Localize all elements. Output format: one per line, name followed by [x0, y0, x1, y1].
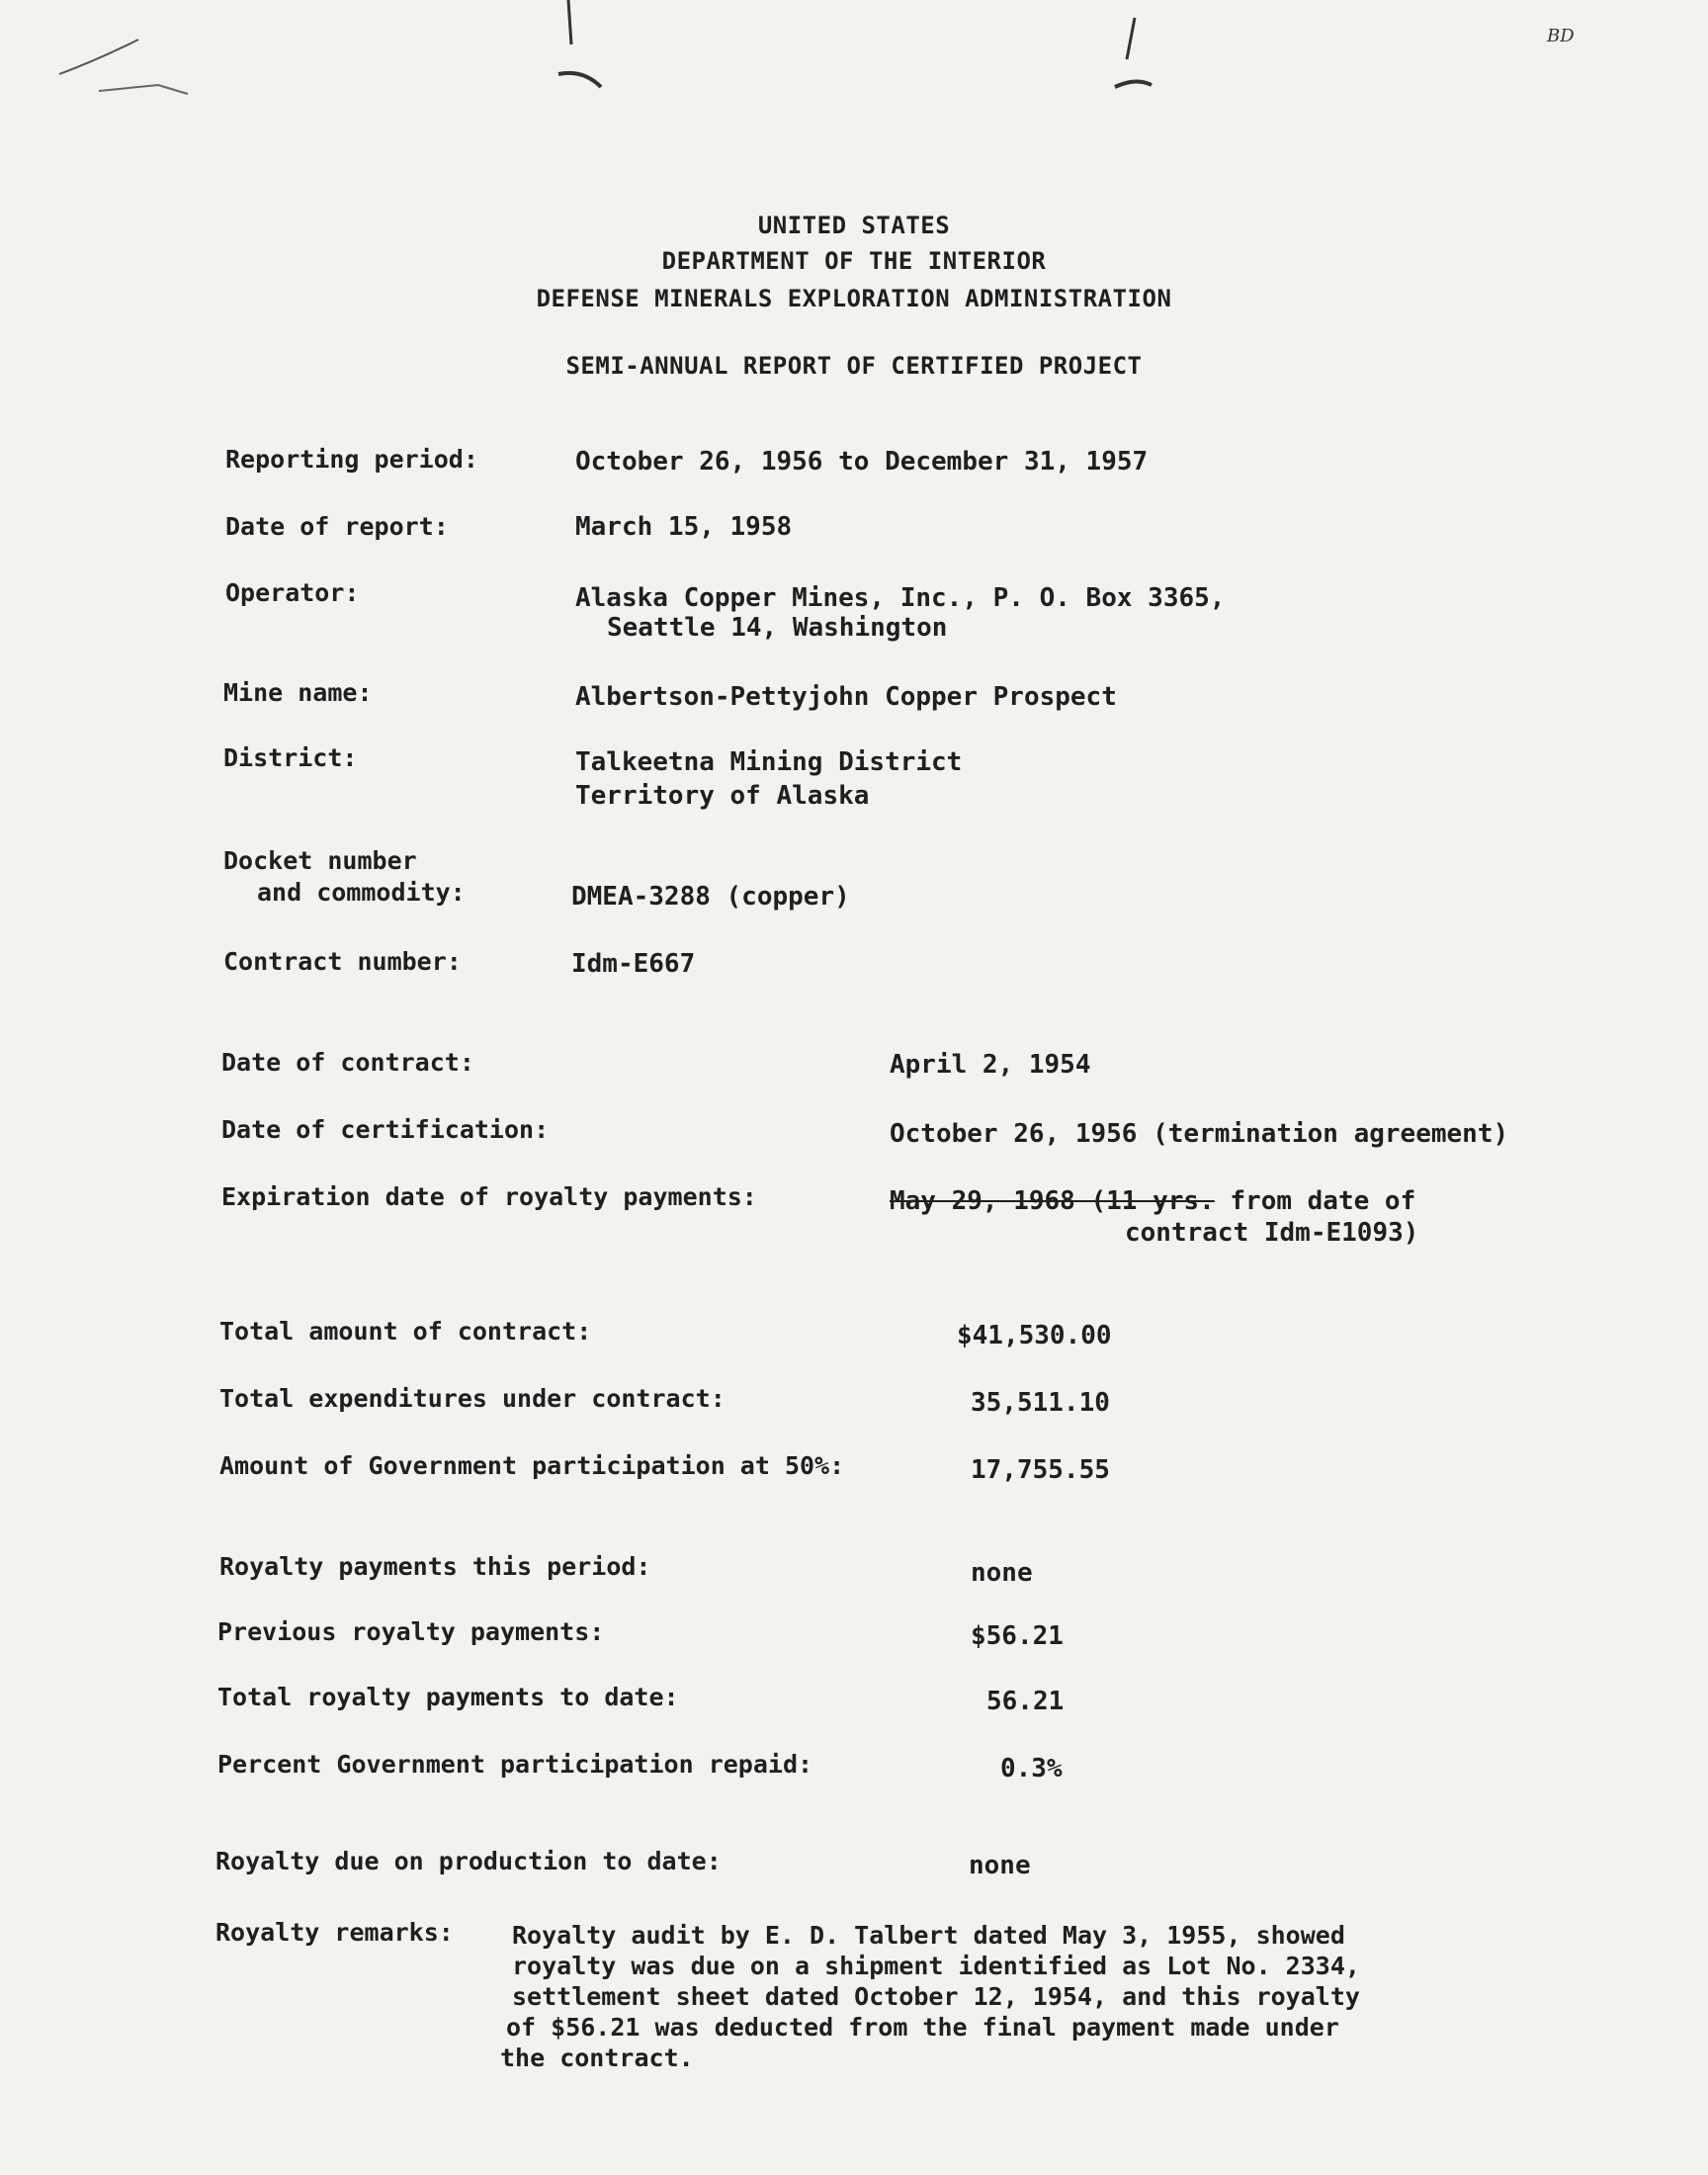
previous-royalty-value: $56.21 [971, 1621, 1064, 1651]
remarks-line: Royalty audit by E. D. Talbert dated May 3, 1955, showed [512, 1921, 1345, 1950]
remarks-line: settlement sheet dated October 12, 1954, and this royalty [512, 1982, 1360, 2011]
date-of-contract-label: Date of contract: [221, 1048, 474, 1077]
contract-number-value: Idm-E667 [571, 949, 696, 979]
date-of-certification-value: October 26, 1956 (termination agreement) [890, 1119, 1509, 1149]
handwritten-initials: BD [1547, 26, 1575, 46]
percent-repaid-value: 0.3% [1000, 1754, 1063, 1784]
expiration-value-rest: from date of [1214, 1186, 1416, 1216]
docket-label-line-1: Docket number [223, 846, 417, 875]
operator-label: Operator: [225, 578, 360, 607]
district-value-line-2: Territory of Alaska [575, 781, 870, 811]
remarks-line: royalty was due on a shipment identified as Lot No. 2334, [512, 1952, 1360, 1980]
date-of-report-value: March 15, 1958 [575, 512, 793, 542]
expiration-label: Expiration date of royalty payments: [221, 1182, 757, 1211]
royalty-remarks-label: Royalty remarks: [215, 1918, 454, 1947]
royalty-due-value: none [969, 1851, 1031, 1880]
reporting-period-label: Reporting period: [225, 445, 478, 474]
total-contract-value: $41,530.00 [957, 1321, 1112, 1350]
header-line-1: UNITED STATES [757, 212, 951, 239]
expiration-value-line-1 [890, 1186, 1415, 1216]
total-royalty-label: Total royalty payments to date: [217, 1683, 679, 1711]
operator-value-line-2: Seattle 14, Washington [607, 613, 948, 643]
report-title: SEMI-ANNUAL REPORT OF CERTIFIED PROJECT [565, 352, 1143, 380]
date-of-report-label: Date of report: [225, 512, 449, 541]
district-value-line-1: Talkeetna Mining District [575, 747, 963, 777]
handwritten-marks [0, 0, 1708, 138]
previous-royalty-label: Previous royalty payments: [217, 1617, 605, 1646]
royalty-remarks-text [500, 1920, 1500, 2073]
total-expenditures-label: Total expenditures under contract: [219, 1384, 726, 1413]
remarks-line: the contract. [500, 2044, 694, 2072]
docket-value: DMEA-3288 (copper) [571, 882, 850, 912]
docket-label-line-2: and commodity: [257, 878, 466, 907]
percent-repaid-label: Percent Government participation repaid: [217, 1750, 813, 1779]
total-expenditures-value: 35,511.10 [971, 1388, 1110, 1418]
royalty-this-period-label: Royalty payments this period: [219, 1552, 651, 1581]
operator-value-line-1: Alaska Copper Mines, Inc., P. O. Box 3365, [575, 583, 1226, 613]
royalty-due-label: Royalty due on production to date: [215, 1847, 722, 1875]
mine-name-value: Albertson-Pettyjohn Copper Prospect [575, 682, 1117, 712]
district-label: District: [223, 743, 358, 772]
header-line-3: DEFENSE MINERALS EXPLORATION ADMINISTRATION [536, 285, 1172, 312]
mine-name-label: Mine name: [223, 678, 373, 707]
total-contract-label: Total amount of contract: [219, 1317, 592, 1346]
contract-number-label: Contract number: [223, 947, 462, 976]
total-royalty-value: 56.21 [986, 1687, 1065, 1716]
expiration-value-line-2: contract Idm-E1093) [1125, 1218, 1419, 1248]
government-participation-label: Amount of Government participation at 50%: [219, 1451, 845, 1480]
date-of-certification-label: Date of certification: [221, 1115, 550, 1144]
royalty-this-period-value: none [971, 1558, 1033, 1588]
remarks-line: of $56.21 was deducted from the final payment made under [506, 2013, 1339, 2042]
date-of-contract-value: April 2, 1954 [890, 1050, 1091, 1080]
reporting-period-value: October 26, 1956 to December 31, 1957 [575, 447, 1149, 477]
government-participation-value: 17,755.55 [971, 1455, 1110, 1485]
expiration-value-struck: May 29, 1968 (11 yrs. [890, 1186, 1215, 1216]
header-line-2: DEPARTMENT OF THE INTERIOR [661, 247, 1047, 275]
